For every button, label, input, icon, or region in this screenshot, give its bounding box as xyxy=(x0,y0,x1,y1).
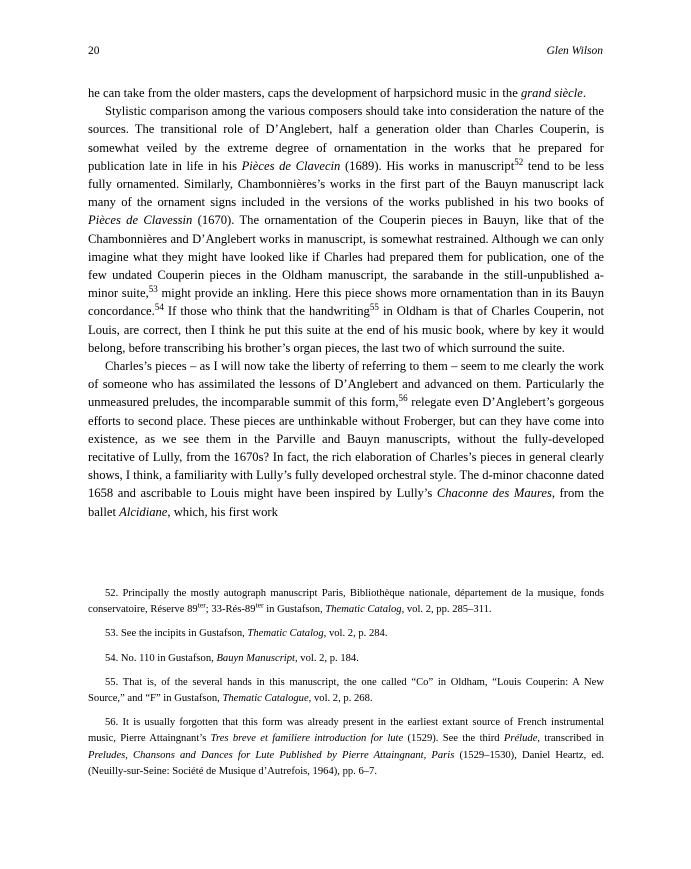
paragraph-3: Charles’s pieces – as I will now take the liberty of referring to them – seem to me clearly the work of someone who has assimilated the lessons of D’Anglebert and advanced on them. Particularly the unmeasured preludes, the incomparable summit of this form,$^{56}$ relegate even D’Anglebert’s gorgeous efforts to second place. These pieces are unthinkable without Froberger, but can they have come into existence, as we see them in the Parville and Bauyn manuscripts, without the fully-developed recitative of Lully, from the 1670s? In fact, the rich elaboration of Charles’s pieces in general clearly shows, I think, a familiarity with Lully’s fully developed orchestral style. The d-minor chaconne dated 1658 and ascribable to Louis might have been inspired by Lully’s Chaconne des Maures, from the ballet Alcidiane, which, his first work xyxy=(88,359,604,519)
paragraph-1-italic: grand siècle xyxy=(520,86,583,100)
footnotes-block xyxy=(88,586,604,780)
footnote-55: 55. That is, of the several hands in this manuscript, the one called “Co” in Oldham, “Louis Couperin: A New Source,” and “F” in Gustafson, Thematic Catalogue, vol. 2, p. 268. xyxy=(88,676,604,705)
running-head-author: Glen Wilson xyxy=(546,45,603,57)
footnote-56: 56. It is usually forgotten that this form was already present in the earliest extant source of French instrumental music, Pierre Attaingnant’s Tres breve et familiere introduction for lute (1529). See the third Prélude, transcribed in Preludes, Chansons and Dances for Lute Published by Pierre Attaingnant, Paris (1529–1530), Daniel Heartz, ed. (Neuilly-sur-Seine: Société de Musique d’Autrefois, 1964), pp. 6–7. xyxy=(88,717,604,777)
page-header xyxy=(88,45,603,61)
footnote-54: 54. No. 110 in Gustafson, Bauyn Manuscript, vol. 2, p. 184. xyxy=(105,652,359,664)
paragraph-2: Stylistic comparison among the various composers should take into consideration the nature of the sources. The transitional role of D’Anglebert, half a generation older than Charles Couperin, is somewhat veiled by the extreme degree of ornamentation in the works that he prepared for publication late in life in his Pièces de Clavecin (1689). His works in manuscript$^{52}$ tend to be less fully ornamented. Similarly, Chambonnières’s works in the first part of the Bauyn manuscript lack many of the ornament signs included in the versions of the works published in his two books of Pièces de Clavessin (1670). The ornamentation of the Couperin pieces in Bauyn, like that of the Chambonnières and D’Anglebert works in manuscript, is somewhat restrained. Although we can only imagine what they might have looked like if Charles had prepared them for publication, one of the few undated Couperin pieces in the Oldham manuscript, the sarabande in the still-unpublished a-minor suite,$^{53}$ might provide an inkling. Here this piece shows more ornamentation than in its Bauyn concordance.$^{54}$ If those who think that the handwriting$^{55}$ in Oldham is that of Charles Couperin, not Louis, are correct, then I think he put this suite at the end of his music book, where by key it would belong, before transcribing his brother’s organ pieces, the last two of which surround the suite. xyxy=(88,104,604,355)
body-text xyxy=(88,84,604,521)
footnote-53: 53. See the incipits in Gustafson, Thematic Catalog, vol. 2, p. 284. xyxy=(105,628,388,640)
paragraph-1-post: . xyxy=(582,86,587,100)
page-number: 20 xyxy=(88,45,100,57)
paragraph-1-pre: he can take from the older masters, caps the development of harpsichord music in the xyxy=(88,86,521,100)
paragraph-continued xyxy=(88,84,604,102)
footnote-52: 52. Principally the mostly autograph manuscript Paris, Bibliothèque nationale, département de la musique, fonds conservatoire, Réserve $89^{ter}$; $33-Rés-89^{ter}$ in Gustafson, Thematic Catalog, vol. 2, pp. 285–311. xyxy=(88,588,604,616)
